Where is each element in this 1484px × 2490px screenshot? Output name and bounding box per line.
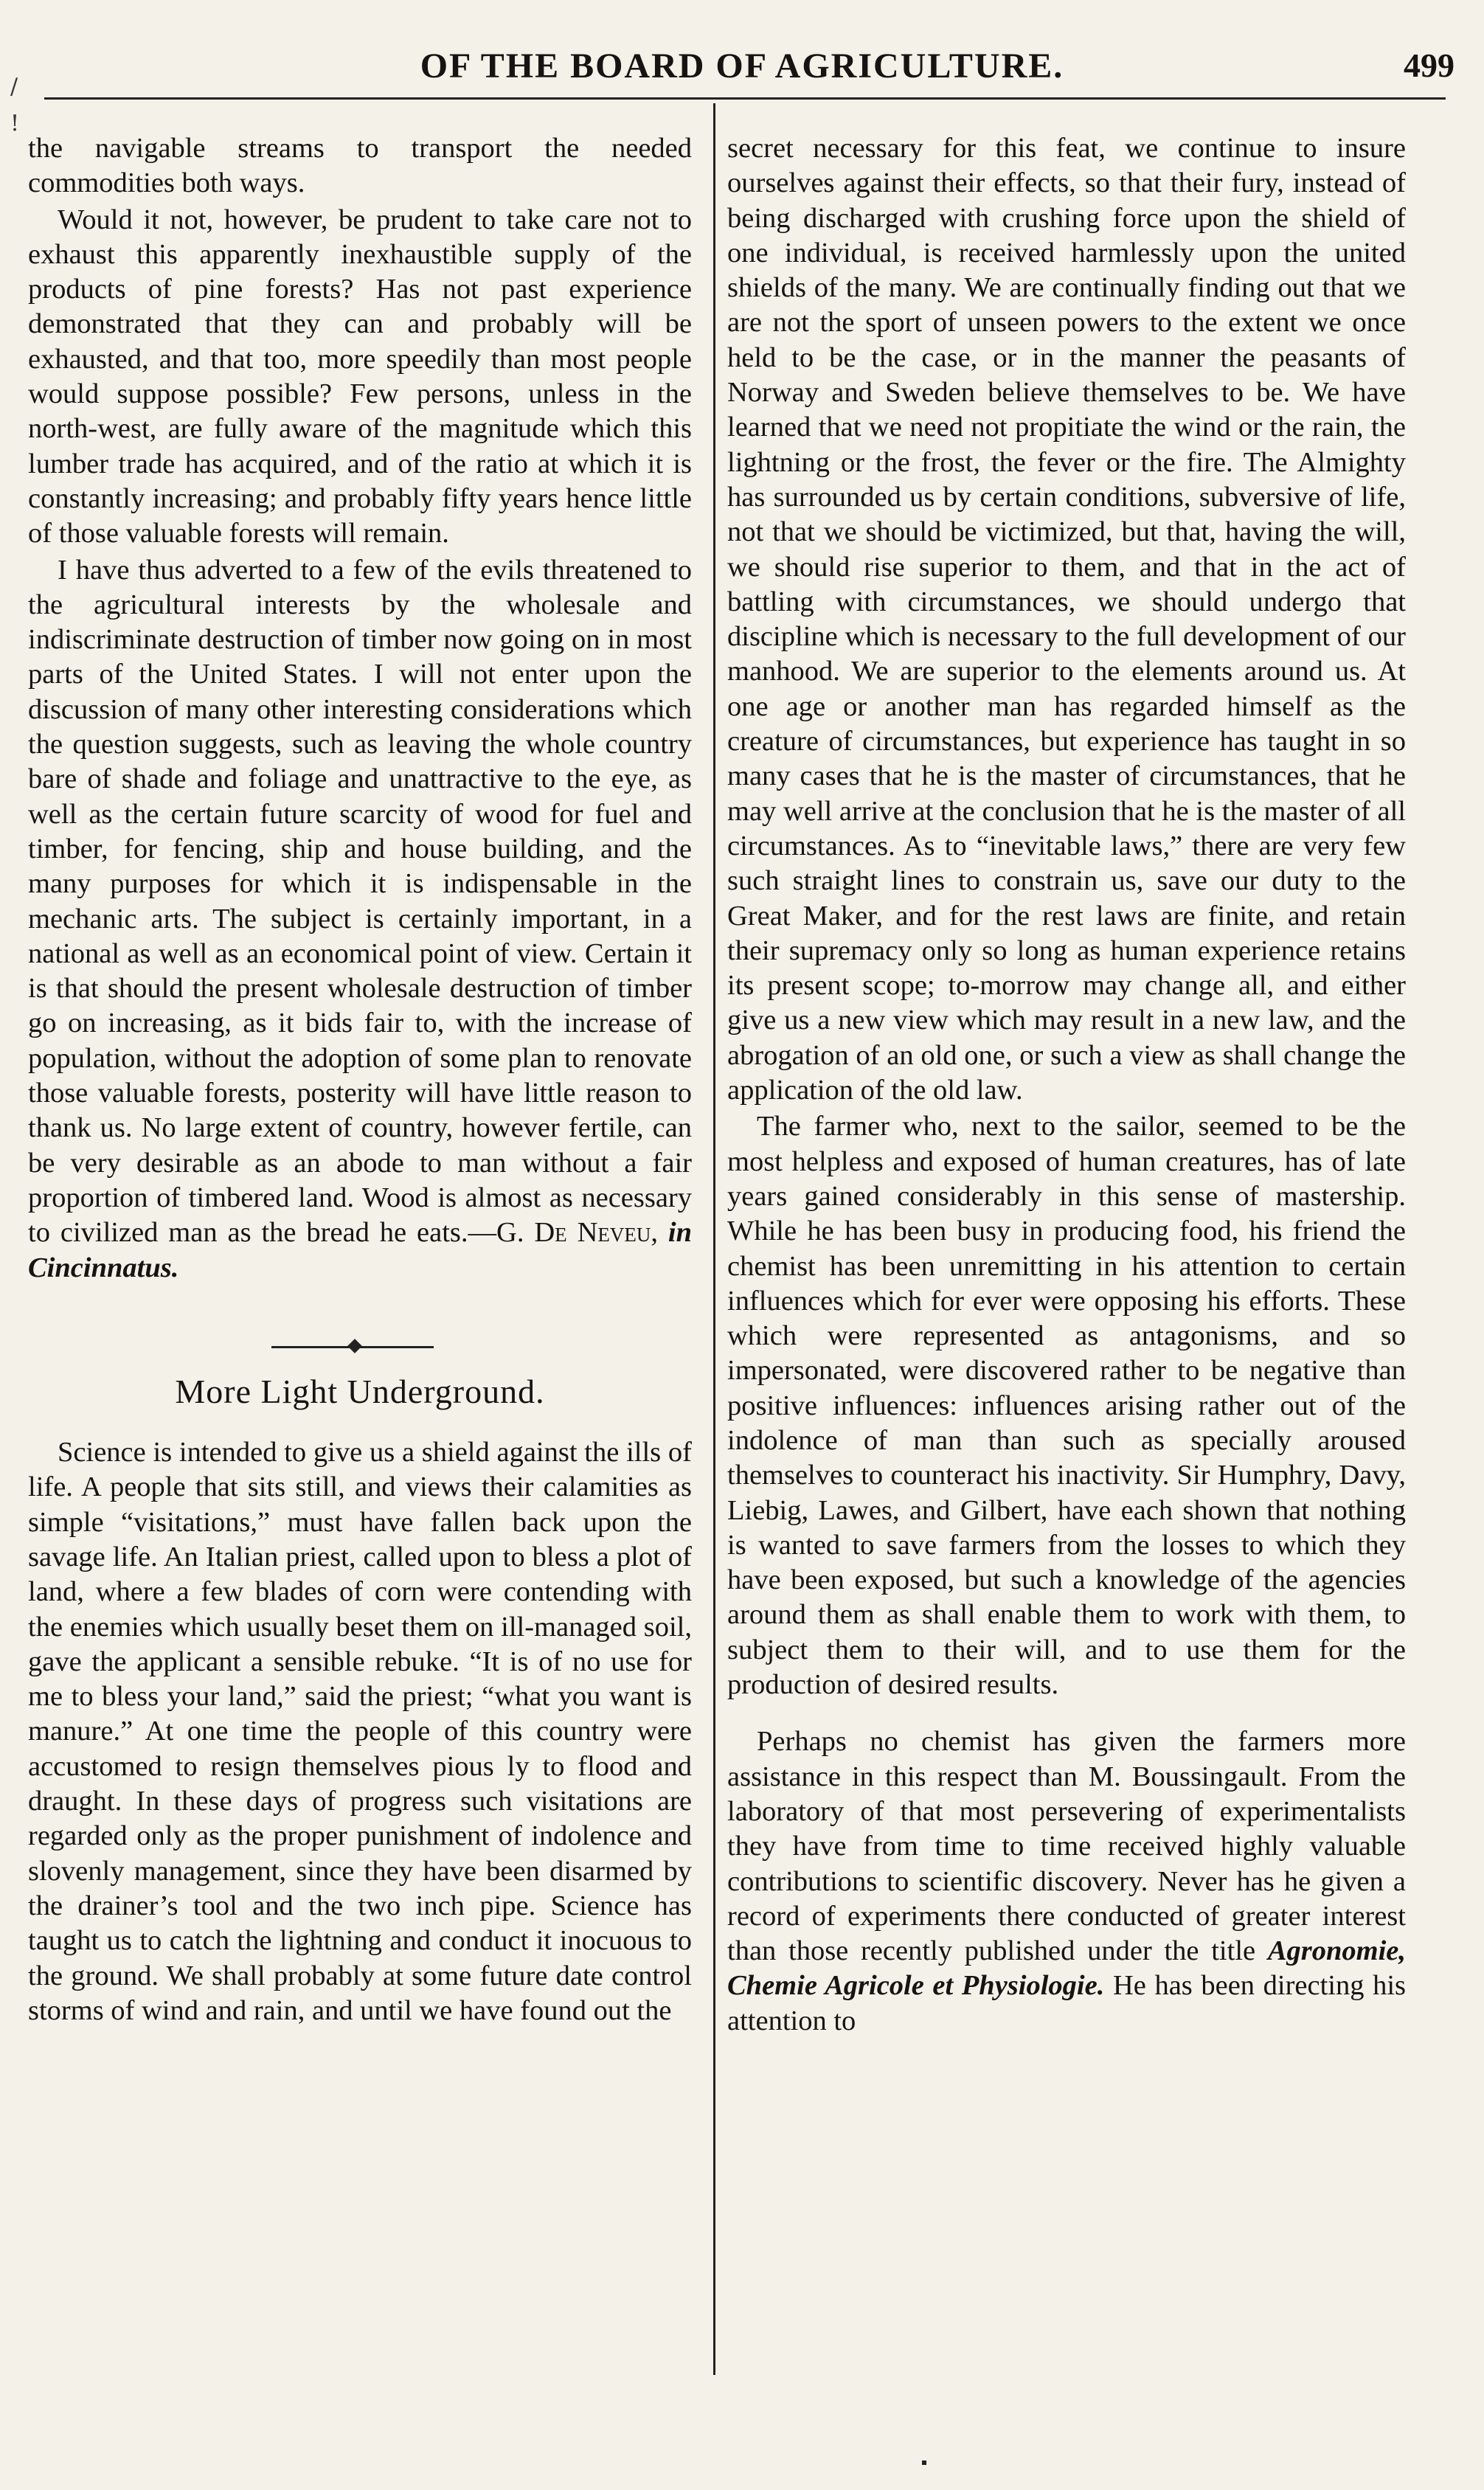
paragraph: Would it not, however, be prudent to take care not to exhaust this apparently inexhaustible supply of the products of pine forests? Has not past experience demonstrated that they can and probably will be exhausted, and that too, more speedily than most people would suppose possible? Few persons, unless in the north-west, are fully aware of the magnitude which this lumber trade has acquired, and of the ratio at which it is constantly increasing; and probably fifty years hence little of those valuable forests will remain. <box>28 204 692 549</box>
paragraph: The farmer who, next to the sailor, seemed to be the most helpless and exposed of human creatures, has of late years gained considerably in this sense of mastership. While he has been busy in producing food, his friend the chemist has been unremitting in his attention to certain influences which for ever were opposing his efforts. These which were represented as antagonisms, and so impersonated, were discovered rather to be negative than positive influences: influences arising rather out of the indolence of man than such as specially aroused themselves to counteract his inactivity. Sir Humphry, Davy, Liebig, Lawes, and Gilbert, have each shown that nothing is wanted to save farmers from the losses to which they have been exposed, but such a knowledge of the agencies around them as shall enable them to work with them, to subject them to their will, and to use them for the production of desired results. <box>727 1111 1406 1701</box>
book-title: Agronomie, Chemie Agricole et Physiologie. <box>727 1935 1407 2002</box>
print-mark <box>922 2460 926 2465</box>
paragraph-text: He has been directing his attention to <box>727 1970 1406 2036</box>
paragraph: Science is intended to give us a shield against the ills of life. A people that sits still, and views their calamities as simple “visitations,” must have fallen back upon the savage life. An Italian priest, called upon to bless a plot of land, where a few blades of corn were contending with the enemies which usually beset them on ill-managed soil, gave the applicant a sensible rebuke. “It is of no use for me to bless your land,” said the priest; “what you want is manure.” At one time the people of this country were accustomed to resign themselves pious ly to flood and draught. In these days of progress such visitations are regarded only as the proper punishment of indolence and slovenly management, since they have been disarmed by the drainer’s tool and the two inch pipe. Science has taught us to catch the lightning and conduct it inocuous to the ground. We shall probably at some future date control storms of wind and rain, and until we have found out the <box>28 1437 692 2026</box>
paragraph-text: I have thus adverted to a few of the evils threatened to the agricultural interests by the wholesale and indiscriminate destruction of timber now going on in most parts of the United States. I will not enter upon the discussion of many other interesting considerations which the question suggests, such as leaving the whole country bare of shade and foliage and unattractive to the eye, as well as the certain future scarcity of wood for fuel and timber, for fencing, ship and house building, and the many purposes for which it is indispensable in the mechanic arts. The subject is certainly important, in a national as well as an economical point of view. Certain it is that should the present wholesale destruction of timber go on increasing, as it bids fair to, with the increase of population, without the adoption of some plan to renovate those valuable forests, posterity will have little reason to thank us. No large extent of country, however fertile, can be very desirable as an abode to man without a fair proportion of timbered land. Wood is almost as necessary to civilized man as the bread he eats. <box>28 554 692 1249</box>
source-title: in Cincinnatus. <box>28 1217 693 1283</box>
author-signoff: —G. De Neveu, <box>468 1217 658 1249</box>
paragraph: the navigable streams to transport the needed commodities both ways. <box>28 133 692 199</box>
margin-mark: ! <box>10 111 20 136</box>
right-column <box>727 131 1406 2039</box>
section-ornament <box>28 1315 692 1367</box>
left-column <box>28 131 692 2028</box>
running-title: OF THE BOARD OF AGRICULTURE. <box>420 46 1064 86</box>
margin-mark: / <box>10 74 18 100</box>
page-number: 499 <box>1404 46 1454 84</box>
paragraph <box>727 1724 1406 2039</box>
header-rule <box>44 97 1446 100</box>
paragraph: secret necessary for this feat, we continue to insure ourselves against their effects, so that their fury, instead of being discharged with crushing force upon the shield of one individual, is received harmlessly upon the united shields of the many. We are continually finding out that we are not the sport of unseen powers to the extent we once held to be the case, or in the manner the peasants of Norway and Sweden believe themselves to be. We have learned that we need not propitiate the wind or the rain, the lightning or the frost, the fever or the fire. The Almighty has surrounded us by certain conditions, subversive of life, not that we should be victimized, but that, having the will, we should rise superior to them, and that in the act of battling with circumstances, we should undergo that discipline which is necessary to the full development of our manhood. We are superior to the elements around us. At one age or another man has regarded himself as the creature of circumstances, but experience has taught in so many cases that he is the master of circumstances, that he may well arrive at the conclusion that he is the master of all circumstances. As to “inevitable laws,” there are very few such straight lines to constrain us, save our duty to the Great Maker, and for the rest laws are finite, and retain their supremacy only so long as human experience retains its present scope; to-morrow may change all, and either give us a new view which may result in a new law, and the abrogation of an old one, or such a view as shall change the application of the old law. <box>727 133 1406 1106</box>
column-divider <box>713 103 715 2375</box>
section-title: More Light Underground. <box>175 1372 545 1410</box>
paragraph-text: Perhaps no chemist has given the farmers more assistance in this respect than M. Boussingault. From the laboratory of that most persevering of experimentalists they have from time to time received highly valuable contributions to scientific discovery. Never has he given a record of experiments there conducted of greater interest than those recently published under the title <box>727 1726 1406 1967</box>
paragraph <box>28 553 692 1286</box>
page-header <box>0 46 1484 105</box>
